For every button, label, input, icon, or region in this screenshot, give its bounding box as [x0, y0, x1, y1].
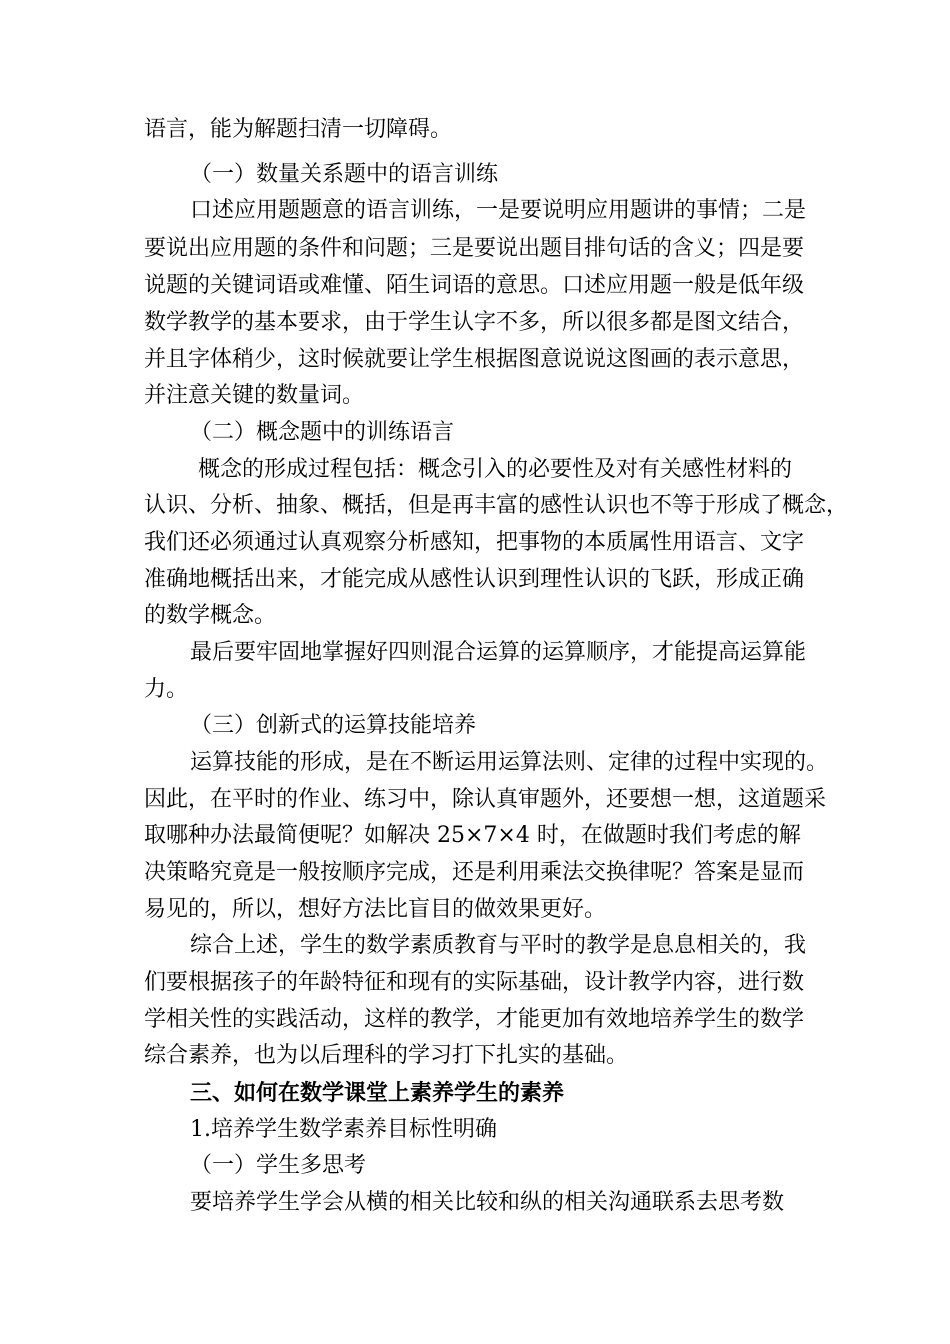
paragraph-line: 因此，在平时的作业、练习中，除认真审题外，还要想一想，这道题采 [144, 787, 827, 812]
paragraph-line: 们要根据孩子的年龄特征和现有的实际基础，设计教学内容，进行数 [144, 970, 805, 995]
paragraph-line: 并注意关键的数量词。 [144, 383, 365, 408]
paragraph-line: 要培养学生学会从横的相关比较和纵的相关沟通联系去思考数 [190, 1190, 785, 1215]
paragraph-line: 最后要牢固地掌握好四则混合运算的运算顺序，才能提高运算能 [190, 640, 807, 665]
paragraph-line: 运算技能的形成，是在不断运用运算法则、定律的过程中实现的。 [190, 750, 829, 775]
section-heading: （一）数量关系题中的语言训练 [190, 162, 499, 187]
paragraph-line: 语言，能为解题扫清一切障碍。 [144, 117, 453, 142]
paragraph-line: 力。 [144, 677, 189, 702]
subsection-heading: 1.培养学生数学素养目标性明确 [190, 1117, 497, 1142]
section-heading: （一）学生多思考 [190, 1153, 367, 1178]
paragraph-line: 综合上述，学生的数学素质教育与平时的教学是息息相关的，我 [190, 933, 807, 958]
paragraph-line: 综合素养，也为以后理科的学习打下扎实的基础。 [144, 1043, 629, 1068]
paragraph-line: 口述应用题题意的语言训练，一是要说明应用题讲的事情；二是 [190, 198, 807, 223]
paragraph-line: 并且字体稍少，这时候就要让学生根据图意说说这图画的表示意思， [144, 347, 805, 372]
paragraph-line: 准确地概括出来，才能完成从感性认识到理性认识的飞跃，形成正确 [144, 567, 805, 592]
chapter-heading: 三、如何在数学课堂上素养学生的素养 [190, 1080, 565, 1106]
section-heading: （三）创新式的运算技能培养 [190, 713, 477, 738]
paragraph-line: 说题的关键词语或难懂、陌生词语的意思。口述应用题一般是低年级 [144, 273, 805, 298]
paragraph-line: 认识、分析、抽象、概括，但是再丰富的感性认识也不等于形成了概念， [144, 493, 849, 518]
paragraph-line: 的数学概念。 [144, 603, 277, 628]
paragraph-line: 学相关性的实践活动，这样的教学，才能更加有效地培养学生的数学 [144, 1007, 805, 1032]
paragraph-line: 决策略究竟是一般按顺序完成，还是利用乘法交换律呢？答案是显而 [144, 860, 805, 885]
section-heading: （二）概念题中的训练语言 [190, 420, 455, 445]
paragraph-line: 概念的形成过程包括：概念引入的必要性及对有关感性材料的 [198, 457, 793, 482]
paragraph-line: 我们还必须通过认真观察分析感知，把事物的本质属性用语言、文字 [144, 530, 805, 555]
paragraph-line: 易见的，所以，想好方法比盲目的做效果更好。 [144, 897, 607, 922]
paragraph-line: 数学教学的基本要求，由于学生认字不多，所以很多都是图文结合， [144, 310, 805, 335]
paragraph-line: 取哪种办法最简便呢？如解决 25×7×4 时，在做题时我们考虑的解 [144, 823, 801, 848]
paragraph-line: 要说出应用题的条件和问题；三是要说出题目排句话的含义；四是要 [144, 236, 805, 261]
